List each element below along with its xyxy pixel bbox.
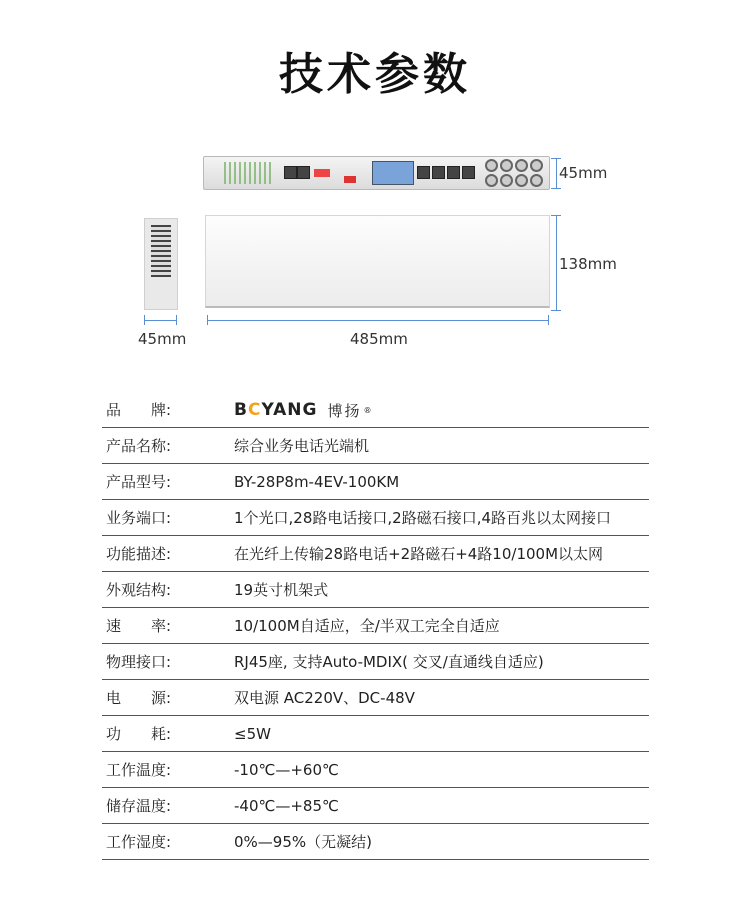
dimension-tick <box>551 188 561 189</box>
dimension-line <box>207 320 548 321</box>
bnc-connector-icon <box>530 174 543 187</box>
device-top-view-image <box>205 215 550 308</box>
logo-letter: B <box>234 400 248 420</box>
dip-switch-icon <box>314 169 330 177</box>
bnc-connector-icon <box>500 174 513 187</box>
spec-key: 工作湿度: <box>106 833 172 851</box>
dimension-line <box>144 320 176 321</box>
dimension-tick <box>548 315 549 325</box>
dimension-tick <box>207 315 208 325</box>
brand-logo-text <box>234 400 317 420</box>
spec-row <box>102 572 649 608</box>
spec-row <box>102 428 649 464</box>
vent-grille <box>151 225 171 277</box>
spec-key: 产品型号: <box>106 473 172 491</box>
spec-key: 业务端口: <box>106 509 172 527</box>
dimension-tick <box>551 158 561 159</box>
spec-key: 工作温度: <box>106 761 172 779</box>
rj45-port-icon <box>284 166 297 179</box>
bnc-connector-icon <box>515 174 528 187</box>
spec-table <box>102 392 649 860</box>
spec-value: BY-28P8m-4EV-100KM <box>234 473 400 491</box>
spec-value: 在光纤上传输28路电话+2路磁石+4路10/100M以太网 <box>234 545 604 563</box>
dimension-tick <box>144 315 145 325</box>
spec-row <box>102 536 649 572</box>
spec-value: -40℃—+85℃ <box>234 797 339 815</box>
spec-row <box>102 824 649 860</box>
side-width-label: 45mm <box>138 330 187 348</box>
spec-key: 电 源: <box>106 689 172 707</box>
spec-row <box>102 464 649 500</box>
spec-value: 19英寸机架式 <box>234 581 329 599</box>
spec-row <box>102 608 649 644</box>
bnc-connector-icon <box>515 159 528 172</box>
spec-value: 1个光口,28路电话接口,2路磁石接口,4路百兆以太网接口 <box>234 509 612 527</box>
brand-logo <box>234 392 372 428</box>
device-front-panel-image <box>203 156 550 190</box>
spec-value: 综合业务电话光端机 <box>234 437 370 455</box>
spec-key: 功能描述: <box>106 545 172 563</box>
rj45-port-icon <box>297 166 310 179</box>
width-label: 485mm <box>350 330 408 348</box>
dimension-line <box>556 158 557 188</box>
device-side-view-image <box>144 218 178 310</box>
dimension-tick <box>551 215 561 216</box>
registered-mark: ® <box>363 405 372 415</box>
page-title: 技术参数 <box>279 49 471 100</box>
lcd-screen <box>372 161 414 185</box>
spec-key: 品 牌: <box>106 401 172 419</box>
dimension-tick <box>551 310 561 311</box>
front-height-label: 45mm <box>559 164 608 182</box>
dimension-tick <box>176 315 177 325</box>
rj45-port-icon <box>432 166 445 179</box>
spec-row <box>102 500 649 536</box>
spec-row <box>102 680 649 716</box>
spec-key: 储存温度: <box>106 797 172 815</box>
rj45-port-icon <box>462 166 475 179</box>
dimension-line <box>556 215 557 310</box>
spec-row <box>102 716 649 752</box>
spec-value: 0%—95%（无凝结) <box>234 833 372 851</box>
spec-value: 双电源 AC220V、DC-48V <box>234 689 415 707</box>
spec-key: 产品名称: <box>106 437 172 455</box>
rj45-port-icon <box>417 166 430 179</box>
spec-key: 功 耗: <box>106 725 172 743</box>
bnc-connector-icon <box>485 159 498 172</box>
spec-key: 速 率: <box>106 617 172 635</box>
spec-value: 10/100M自适应，全/半双工完全自适应 <box>234 617 500 635</box>
power-switch-icon <box>344 176 356 183</box>
spec-key: 外观结构: <box>106 581 172 599</box>
spec-row-brand <box>102 392 649 428</box>
brand-cn-name: 博扬 <box>327 401 362 420</box>
spec-row <box>102 752 649 788</box>
logo-accent-letter: C <box>247 400 262 420</box>
depth-label: 138mm <box>559 255 617 273</box>
spec-key: 物理接口: <box>106 653 172 671</box>
led-indicators <box>224 162 274 184</box>
bnc-connector-icon <box>530 159 543 172</box>
rj45-port-icon <box>447 166 460 179</box>
spec-value: ≤5W <box>234 725 271 743</box>
spec-value: RJ45座, 支持Auto-MDIX( 交叉/直通线自适应) <box>234 653 544 671</box>
spec-row <box>102 644 649 680</box>
bnc-connector-icon <box>500 159 513 172</box>
logo-letters: YANG <box>261 400 318 420</box>
spec-row <box>102 788 649 824</box>
bnc-connector-icon <box>485 174 498 187</box>
spec-value: -10℃—+60℃ <box>234 761 339 779</box>
